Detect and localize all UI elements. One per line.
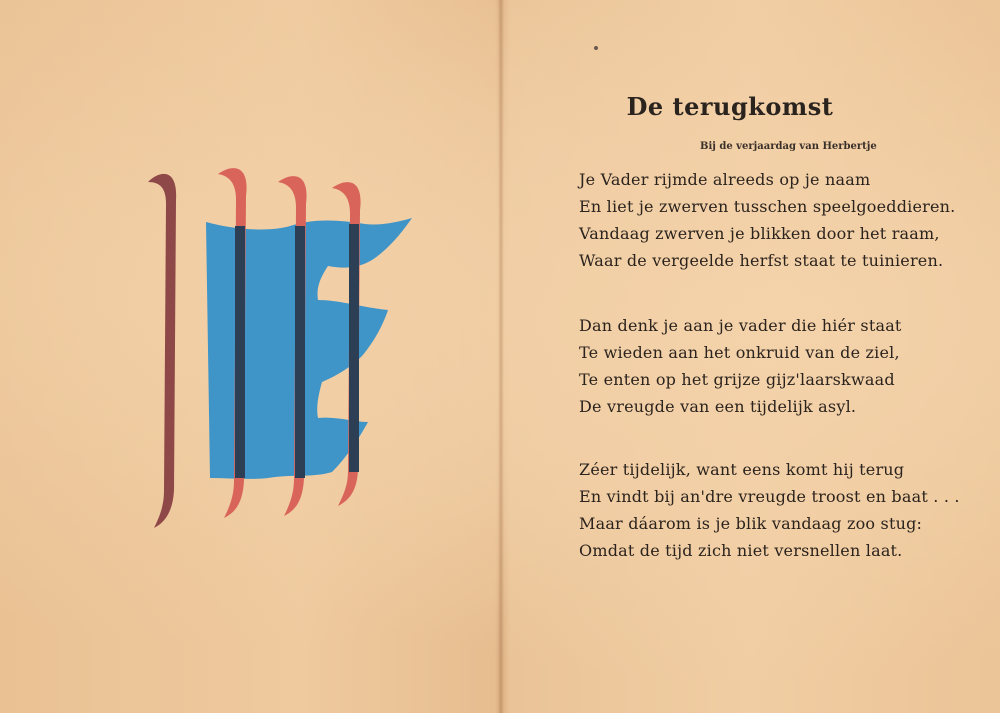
overlap-2: [235, 226, 245, 478]
poem-line: Omdat de tijd zich niet versnellen laat.: [579, 541, 903, 560]
stanza-1: [579, 166, 955, 274]
poem-line: En vindt bij an'dre vreugde troost en baat . . .: [579, 487, 960, 506]
stanza-3: [579, 456, 960, 564]
poem-line: Zéer tijdelijk, want eens komt hij terug: [579, 460, 905, 479]
poem-line: Dan denk je aan je vader die hiér staat: [579, 316, 902, 335]
poem-line: Te wieden aan het onkruid van de ziel,: [579, 343, 900, 362]
poem-line: En liet je zwerven tusschen speelgoeddieren.: [579, 197, 956, 216]
poem-dedication: Bij de verjaardag van Herbertje: [700, 141, 877, 152]
overlap-4: [349, 224, 359, 472]
overlap-3: [295, 226, 305, 478]
poem-line: Je Vader rijmde alreeds op je naam: [579, 170, 871, 189]
poem-title: De terugkomst: [626, 92, 834, 121]
poem-line: De vreugde van een tijdelijk asyl.: [579, 397, 857, 416]
paper-speck: [594, 46, 598, 50]
poem-line: Maar dáarom is je blik vandaag zoo stug:: [579, 514, 923, 533]
stanza-2: [579, 312, 902, 420]
poem-line: Vandaag zwerven je blikken door het raam,: [579, 224, 940, 243]
monogram-ornament-icon: [140, 160, 420, 540]
poem-line: Te enten op het grijze gijz'laarskwaad: [579, 370, 895, 389]
right-page: [500, 0, 1000, 713]
stroke-1: [148, 174, 176, 528]
poem-line: Waar de vergeelde herfst staat te tuinieren.: [579, 251, 944, 270]
